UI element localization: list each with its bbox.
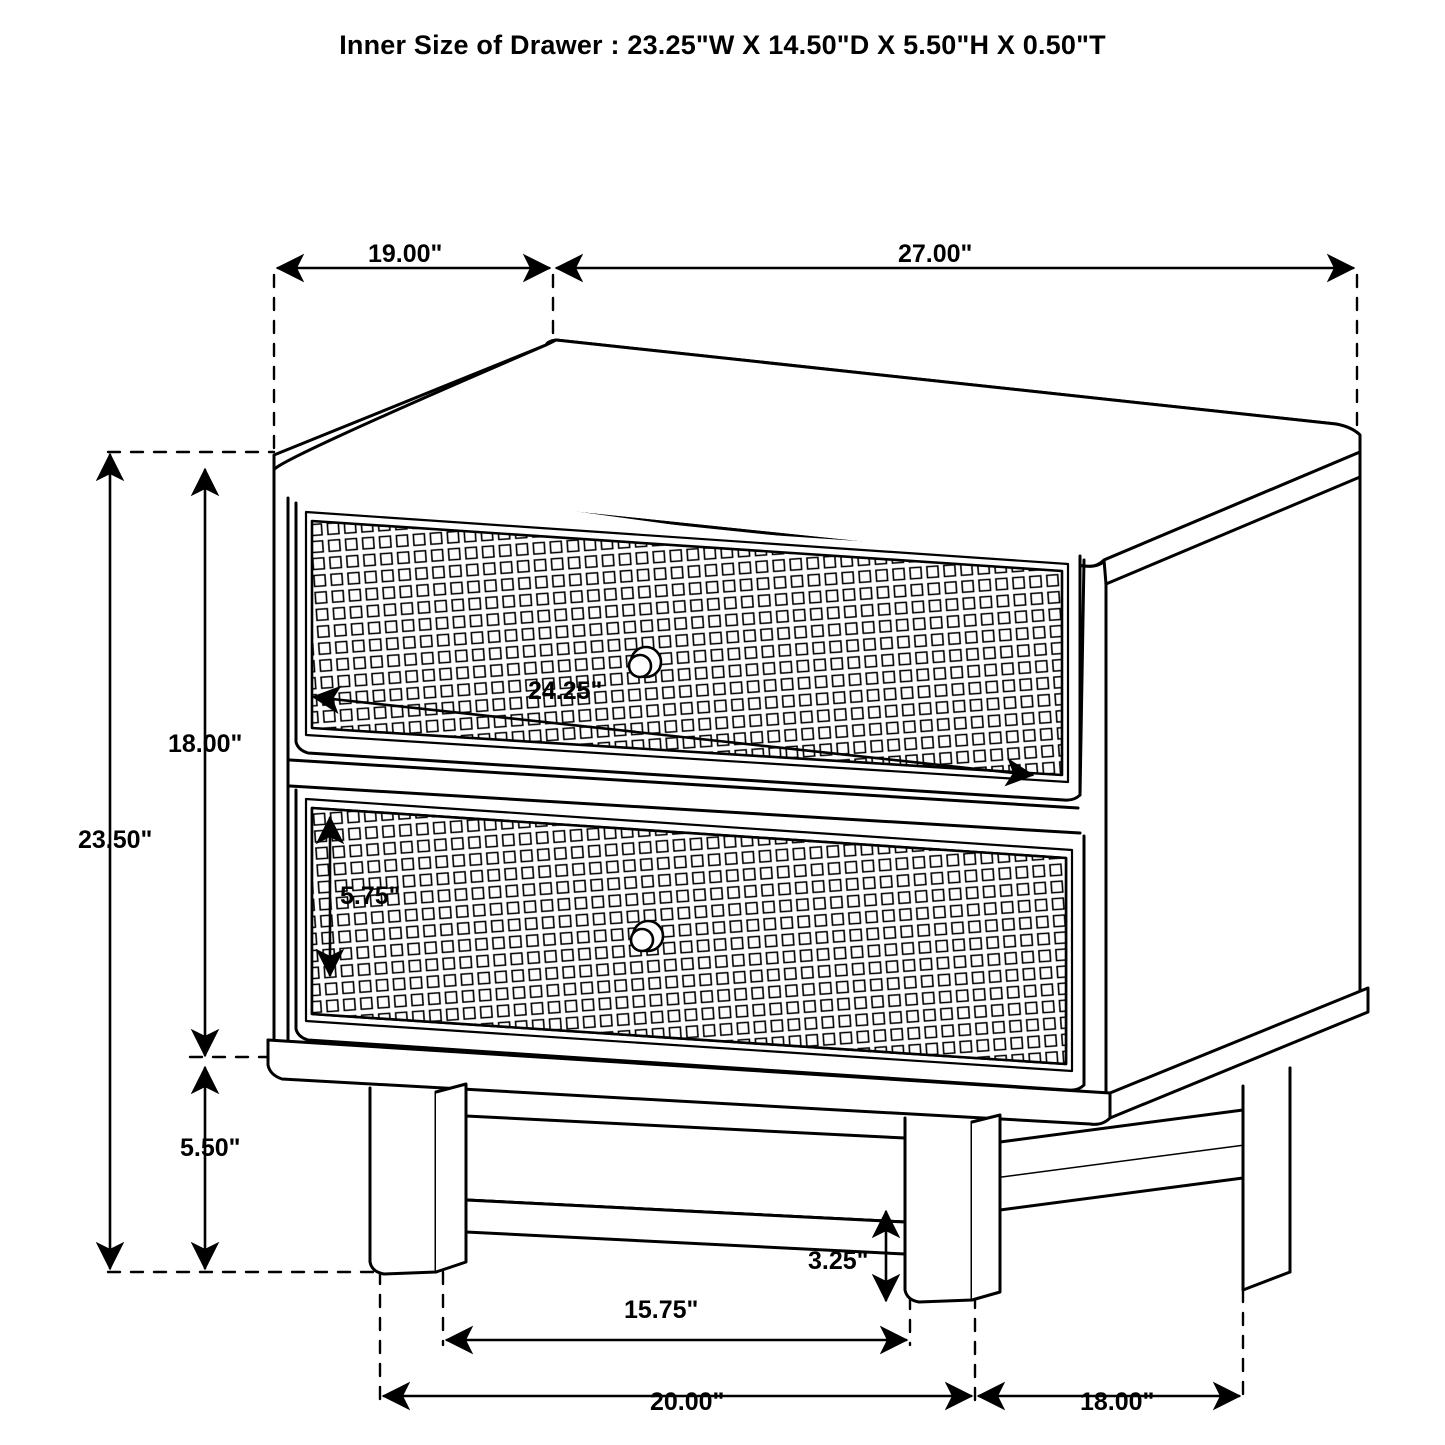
dim-label-drawer-height: 5.75": [340, 882, 401, 910]
dim-label-drawer-width: 24.25": [528, 677, 603, 705]
dim-label-case-height: 18.00": [168, 730, 243, 758]
dim-label-overall-height: 23.50": [78, 826, 153, 854]
dim-label-stretcher: 3.25": [808, 1247, 869, 1275]
dim-label-base-inner: 15.75": [624, 1296, 699, 1324]
dim-label-base-front: 20.00": [650, 1388, 725, 1416]
page-title: Inner Size of Drawer : 23.25"W X 14.50"D X 5.50"H X 0.50"T: [339, 30, 1106, 60]
dim-label-top-depth: 19.00": [368, 240, 443, 268]
dim-label-base-side: 18.00": [1080, 1388, 1155, 1416]
dim-label-top-width: 27.00": [898, 240, 973, 268]
dim-label-leg-height: 5.50": [180, 1134, 241, 1162]
